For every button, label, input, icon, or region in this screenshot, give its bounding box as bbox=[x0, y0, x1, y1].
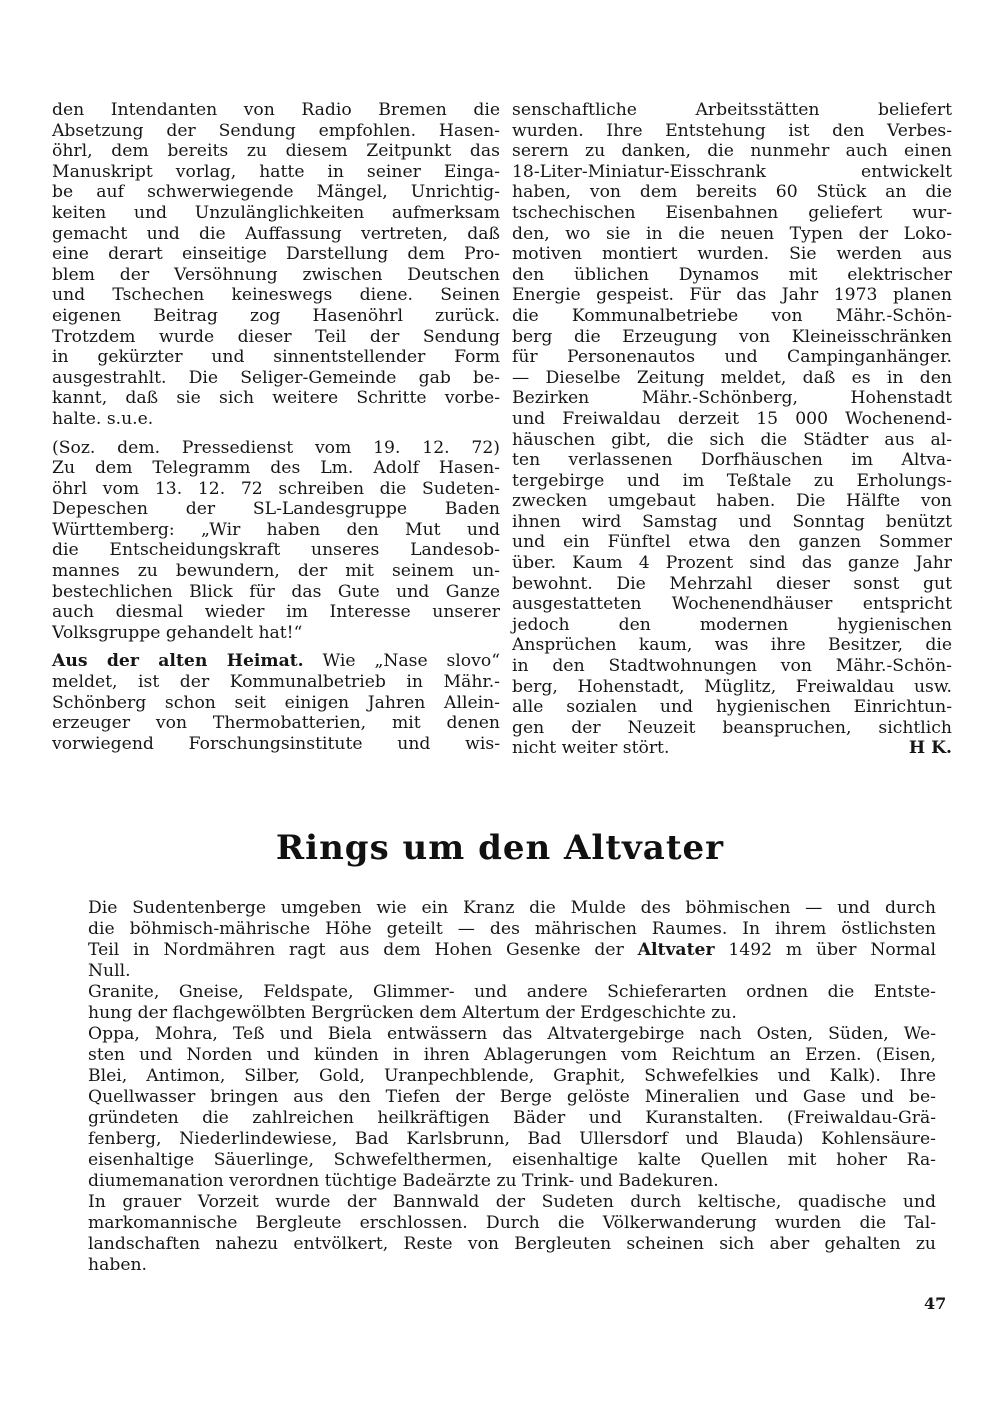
text-line: eigenen Beitrag zog Hasenöhrl zurück. bbox=[52, 305, 500, 326]
text-line: die böhmisch-mährische Höhe geteilt — des mährischen Raumes. In ihrem östlichsten bbox=[88, 919, 936, 939]
text-line: motiven montiert wurden. Sie werden aus bbox=[512, 244, 952, 265]
text-line: eisenhaltige Säuerlinge, Schwefelthermen, eisenhaltige kalte Quellen mit hoher Ra- bbox=[88, 1150, 936, 1170]
text-line: be auf schwerwiegende Mängel, Unrichtig- bbox=[52, 182, 500, 203]
text-line: Depeschen der SL-Landesgruppe Baden bbox=[52, 499, 500, 520]
paragraph-line bbox=[88, 940, 936, 961]
left-column bbox=[52, 100, 500, 754]
text-line: häuschen gibt, die sich die Städter aus al- bbox=[512, 429, 952, 450]
text-line: In grauer Vorzeit wurde der Bannwald der Sudeten durch keltische, quadische und bbox=[88, 1192, 936, 1212]
paragraph-line: hung der flachgewölbten Bergrücken dem Altertum der Erdgeschichte zu. bbox=[88, 1003, 737, 1023]
heading-rest: Wie „Nase slovo“ bbox=[322, 651, 500, 672]
text-line: bewohnt. Die Mehrzahl dieser sonst gut bbox=[512, 573, 952, 594]
text-line: die Entscheidungskraft unseres Landesob- bbox=[52, 540, 500, 561]
text-line: ihnen wird Samstag und Sonntag benützt bbox=[512, 511, 952, 532]
text-line: tschechischen Eisenbahnen geliefert wur- bbox=[512, 202, 952, 223]
section-heading: Aus der alten Heimat. bbox=[52, 651, 304, 672]
text-line: ten verlassenen Dorfhäuschen im Altva- bbox=[512, 450, 952, 471]
article-body bbox=[88, 898, 936, 1276]
text-line: Blei, Antimon, Silber, Gold, Uranpechblende, Graphit, Schwefelkies und Kalk). Ihre bbox=[88, 1066, 936, 1086]
text-line: für Personenautos und Campinganhänger. bbox=[512, 347, 952, 368]
text-line: vorwiegend Forschungsinstitute und wis- bbox=[52, 733, 500, 754]
text-line: Energie gespeist. Für das Jahr 1973 planen bbox=[512, 285, 952, 306]
text-line: ausgestatteten Wochenendhäuser entspricht bbox=[512, 594, 952, 615]
text-line: erzeuger von Thermobatterien, mit denen bbox=[52, 713, 500, 734]
text-line: öhrl vom 13. 12. 72 schreiben die Sudeten- bbox=[52, 478, 500, 499]
text-line: Quellwasser bringen aus den Tiefen der Berge gelöste Mineralien und Gase und be- bbox=[88, 1087, 936, 1107]
article-title: Rings um den Altvater bbox=[275, 828, 725, 868]
text-line: Granite, Gneise, Feldspate, Glimmer- und andere Schieferarten ordnen die Entste- bbox=[88, 982, 936, 1002]
text-line: bestechlichen Blick für das Gute und Ganze bbox=[52, 581, 500, 602]
text-line: — Dieselbe Zeitung meldet, daß es in den bbox=[512, 367, 952, 388]
text-line: auch diesmal wieder im Interesse unserer bbox=[52, 602, 500, 623]
text-line: fenberg, Niederlindewiese, Bad Karlsbrunn, Bad Ullersdorf und Blauda) Kohlensäure- bbox=[88, 1129, 936, 1149]
text-line: in den Stadtwohnungen von Mähr.-Schön- bbox=[512, 656, 952, 677]
text-line: sten und Norden und künden in ihren Ablagerungen vom Reichtum an Erzen. (Eisen, bbox=[88, 1045, 936, 1065]
text-line: alle sozialen und hygienischen Einrichtun- bbox=[512, 697, 952, 718]
author-signature: H K. bbox=[908, 738, 952, 759]
paragraph-line: diumemanation verordnen tüchtige Badeärzte zu Trink- und Badekuren. bbox=[88, 1171, 719, 1191]
text-line: markomannische Bergleute erschlossen. Durch die Völkerwanderung wurden die Tal- bbox=[88, 1213, 936, 1233]
text-line: und Freiwaldau derzeit 15 000 Wochenend- bbox=[512, 408, 952, 429]
text-line: den, wo sie in die neuen Typen der Loko- bbox=[512, 223, 952, 244]
text-line: über. Kaum 4 Prozent sind das ganze Jahr bbox=[512, 553, 952, 574]
text-line: Ansprüchen kaum, was ihre Besitzer, die bbox=[512, 635, 952, 656]
text-line: keiten und Unzulänglichkeiten aufmerksam bbox=[52, 202, 500, 223]
text-line: halte. s.u.e. bbox=[52, 408, 154, 429]
text-line: Schönberg schon seit einigen Jahren Allein- bbox=[52, 692, 500, 713]
text-line: serern zu danken, die nunmehr auch einen bbox=[512, 141, 952, 162]
text-line: kannt, daß sie sich weitere Schritte vorbe- bbox=[52, 388, 500, 409]
text-line: tergebirge und im Teßtale zu Erholungs- bbox=[512, 470, 952, 491]
text-line: zwecken umgebaut haben. Die Hälfte von bbox=[512, 491, 952, 512]
last-line-text: nicht weiter stört. bbox=[512, 738, 670, 759]
text-line: landschaften nahezu entvölkert, Reste von Bergleuten scheinen sich aber gehalten zu bbox=[88, 1234, 936, 1254]
text-line: ausgestrahlt. Die Seliger-Gemeinde gab be- bbox=[52, 367, 500, 388]
text-line: haben, von dem bereits 60 Stück an die bbox=[512, 182, 952, 203]
text-line: in gekürzter und sinnentstellender Form bbox=[52, 347, 500, 368]
text-line: 18-Liter-Miniatur-Eisschrank entwickelt bbox=[512, 161, 952, 182]
text-line: und Tschechen keineswegs diene. Seinen bbox=[52, 285, 500, 306]
text-line: mannes zu bewundern, der mit seinem un- bbox=[52, 561, 500, 582]
text-line: Württemberg: „Wir haben den Mut und bbox=[52, 519, 500, 540]
text-line: Volksgruppe gehandelt hat!“ bbox=[52, 622, 303, 643]
text-line: gemacht und die Auffassung vertreten, daß bbox=[52, 223, 500, 244]
text-line: und ein Fünftel etwa den ganzen Sommer bbox=[512, 532, 952, 553]
right-column bbox=[512, 100, 952, 759]
text-line: Zu dem Telegramm des Lm. Adolf Hasen- bbox=[52, 458, 500, 479]
text-line: berg die Erzeugung von Kleineisschränken bbox=[512, 326, 952, 347]
text-line: Oppa, Mohra, Teß und Biela entwässern das Altvatergebirge nach Osten, Süden, We- bbox=[88, 1024, 936, 1044]
text-line: meldet, ist der Kommunalbetrieb in Mähr.- bbox=[52, 672, 500, 693]
paragraph-line: Null. bbox=[88, 961, 131, 981]
text-line: den Intendanten von Radio Bremen die bbox=[52, 100, 500, 120]
text-span: 1492 m über Normal bbox=[728, 940, 936, 960]
text-line: Bezirken Mähr.-Schönberg, Hohenstadt bbox=[512, 388, 952, 409]
text-line: berg, Hohenstadt, Müglitz, Freiwaldau usw. bbox=[512, 676, 952, 697]
text-line: den üblichen Dynamos mit elektrischer bbox=[512, 264, 952, 285]
text-line: Absetzung der Sendung empfohlen. Hasen- bbox=[52, 120, 500, 141]
aus-der-alten-heimat-heading-line bbox=[52, 651, 500, 672]
text-line: gen der Neuzeit beanspruchen, sichtlich bbox=[512, 717, 952, 738]
text-line: jedoch den modernen hygienischen bbox=[512, 614, 952, 635]
text-line: gründeten die zahlreichen heilkräftigen Bäder und Kuranstalten. (Freiwaldau-Grä- bbox=[88, 1108, 936, 1128]
text-line: blem der Versöhnung zwischen Deutschen bbox=[52, 264, 500, 285]
text-line: die Kommunalbetriebe von Mähr.-Schön- bbox=[512, 305, 952, 326]
text-line: wurden. Ihre Entstehung ist den Verbes- bbox=[512, 120, 952, 141]
text-line: Manuskript vorlag, hatte in seiner Einga- bbox=[52, 161, 500, 182]
page-number: 47 bbox=[924, 1294, 947, 1313]
paragraph-line: haben. bbox=[88, 1255, 148, 1275]
text-line: (Soz. dem. Pressedienst vom 19. 12. 72) bbox=[52, 437, 500, 458]
text-line: öhrl, dem bereits zu diesem Zeitpunkt das bbox=[52, 141, 500, 162]
text-line: Die Sudentenberge umgeben wie ein Kranz die Mulde des böhmischen — und durch bbox=[88, 898, 936, 918]
text-line: Trotzdem wurde dieser Teil der Sendung bbox=[52, 326, 500, 347]
bold-term: Altvater bbox=[637, 940, 715, 960]
text-span: Teil in Nordmähren ragt aus dem Hohen Gesenke der bbox=[88, 940, 624, 960]
text-line: eine derart einseitige Darstellung dem Pro- bbox=[52, 244, 500, 265]
closing-line bbox=[512, 738, 952, 759]
text-line: senschaftliche Arbeitsstätten beliefert bbox=[512, 100, 952, 120]
